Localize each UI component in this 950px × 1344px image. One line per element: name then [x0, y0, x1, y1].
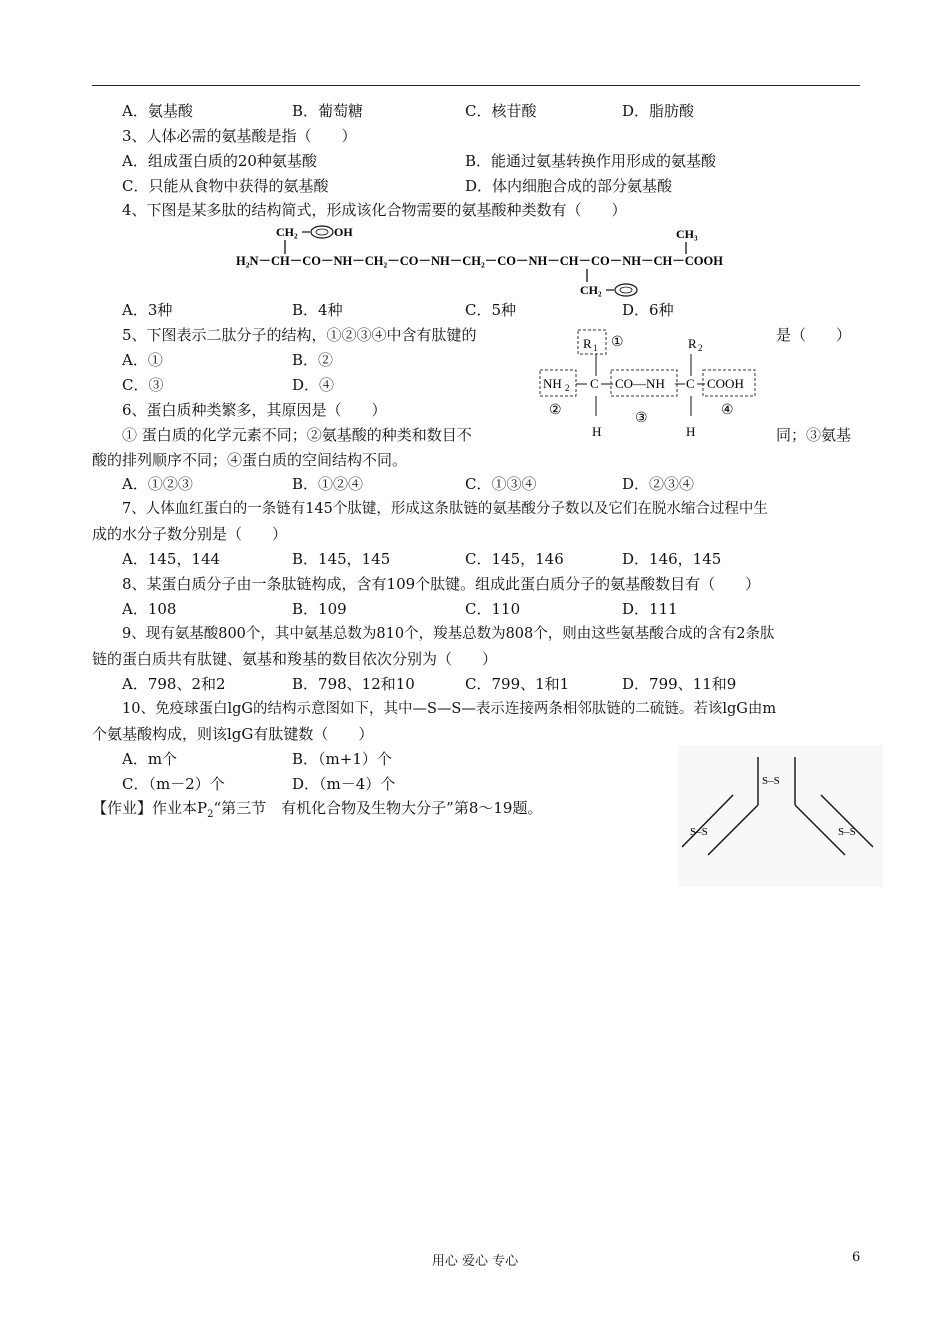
q10-line1: 10、免疫球蛋白lgG的结构示意图如下，其中—S—S—表示连接两条相邻肽链的二硫链。若该lgG由m [122, 701, 777, 717]
q2-option-d: D．脂肪酸 [622, 102, 695, 120]
marker-2: ② [549, 403, 562, 418]
q4-option-c: C．5种 [465, 301, 517, 319]
q10-line2: 个氨基酸构成，则该lgG有肽键数（ ） [92, 725, 374, 743]
q6-option-d: D．②③④ [622, 475, 695, 493]
ss-left: S–S [690, 826, 708, 838]
conh-label: CO—NH [615, 376, 665, 391]
q4-option-b: B．4种 [292, 301, 343, 319]
q7-line1: 7、人体血红蛋白的一条链有145个肽键，形成这条肽链的氨基酸分子数以及它们在脱水缩合过程中生 [122, 501, 768, 517]
c2-label: C [686, 376, 695, 391]
q9-option-c: C．799、1和1 [465, 675, 570, 693]
q4-option-a: A．3种 [122, 301, 173, 319]
c-label: C [590, 376, 599, 391]
q5-stem-end: 是（ ） [776, 326, 852, 344]
nh2-label: NH [543, 376, 562, 391]
q10-option-a: A．m个 [122, 750, 178, 768]
q2-option-b: B．葡萄糖 [292, 102, 364, 120]
nh2-sub: 2 [565, 383, 570, 393]
q9-line2: 链的蛋白质共有肽键、氨基和羧基的数目依次分别为（ ） [92, 650, 498, 668]
homework-line [92, 798, 542, 825]
q7-option-c: C．145，146 [465, 550, 564, 568]
page-number: 6 [852, 1250, 861, 1265]
q8-option-a: A．108 [122, 600, 177, 618]
q10-option-b: B．（m+1）个 [292, 750, 392, 768]
q8-option-b: B．109 [292, 600, 347, 618]
benzene-ring-icon [311, 226, 333, 238]
q5-option-b: B．② [292, 351, 334, 369]
q6-line1-end: 同；③氨基 [776, 426, 852, 444]
q10-option-c: C．（m－2）个 [122, 775, 225, 793]
q7-option-b: B．145，145 [292, 550, 391, 568]
formula-oh: OH [334, 225, 353, 239]
q6-option-c: C．①③④ [465, 475, 537, 493]
q5-dipeptide-diagram [535, 326, 765, 444]
q5-stem: 5、下图表示二肽分子的结构，①②③④中含有肽键的 [122, 326, 477, 344]
q6-line2: 酸的排列顺序不同；④蛋白质的空间结构不同。 [92, 451, 408, 469]
homework-sub: 2 [207, 809, 214, 820]
marker-3: ③ [635, 411, 648, 426]
ss-right: S–S [838, 826, 856, 838]
q3-option-a: A．组成蛋白质的20种氨基酸 [122, 152, 317, 170]
ss-top: S–S [762, 775, 780, 787]
r1-sub: 1 [593, 343, 598, 353]
q7-line2: 成的水分子数分别是（ ） [92, 525, 288, 543]
q3-option-d: D．体内细胞合成的部分氨基酸 [465, 177, 673, 195]
benzene-ring-icon [615, 284, 637, 296]
page-footer: 用心 爱心 专心 [431, 1254, 519, 1269]
q6-option-a: A．①②③ [122, 475, 193, 493]
q9-option-b: B．798、12和10 [292, 675, 415, 693]
header-rule [92, 85, 860, 86]
q6-stem: 6、蛋白质种类繁多，其原因是（ ） [122, 401, 387, 419]
q7-option-a: A．145，144 [122, 550, 221, 568]
homework-text-pre: 作业本P [152, 799, 208, 817]
formula-main-chain: H₂N－CH－CO－NH－CH₂－CO－NH－CH₂－CO－NH－CH－CO－NH－CH－COOH [236, 254, 723, 268]
q5-option-a: A．① [122, 351, 163, 369]
q9-line1: 9、现有氨基酸800个，其中氨基总数为810个，羧基总数为808个，则由这些氨基酸合成的含有2条肽 [122, 626, 775, 642]
q3-option-b: B．能通过氨基转换作用形成的氨基酸 [465, 152, 717, 170]
q8-option-d: D．111 [622, 600, 678, 618]
q3-stem: 3、人体必需的氨基酸是指（ ） [122, 127, 357, 145]
formula-top-left-ch2: CH₂ [276, 225, 298, 239]
r1-label: R [583, 336, 592, 351]
r2-sub: 2 [698, 343, 703, 353]
q5-option-d: D．④ [292, 376, 335, 394]
q5-option-c: C．③ [122, 376, 164, 394]
q9-option-a: A．798、2和2 [122, 675, 226, 693]
q2-option-a: A．氨基酸 [122, 102, 193, 120]
h2-label: H [686, 424, 696, 439]
q8-option-c: C．110 [465, 600, 521, 618]
q3-option-c: C．只能从食物中获得的氨基酸 [122, 177, 329, 195]
q9-option-d: D．799、11和9 [622, 675, 737, 693]
q6-option-b: B．①②④ [292, 475, 364, 493]
homework-text-post: “第三节 有机化合物及生物大分子”第8～19题。 [213, 799, 543, 817]
q10-igg-diagram [678, 745, 883, 887]
formula-top-right-ch3: CH₃ [676, 227, 698, 241]
marker-4: ④ [721, 403, 734, 418]
q2-option-c: C．核苷酸 [465, 102, 537, 120]
homework-tag: 【作业】 [92, 799, 153, 817]
cooh-label: COOH [707, 376, 744, 391]
h-label: H [592, 424, 602, 439]
q10-option-d: D．（m－4）个 [292, 775, 396, 793]
q8-stem: 8、某蛋白质分子由一条肽链构成，含有109个肽键。组成此蛋白质分子的氨基酸数目有（ ） [122, 575, 761, 593]
q4-polypeptide-formula [230, 222, 760, 300]
q6-line1: ① 蛋白质的化学元素不同；②氨基酸的种类和数目不 [122, 426, 472, 444]
q4-option-d: D．6种 [622, 301, 674, 319]
q7-option-d: D．146，145 [622, 550, 722, 568]
r2-label: R [688, 336, 697, 351]
formula-bottom-ch2: CH₂ [580, 283, 602, 297]
q4-stem: 4、下图是某多肽的结构简式，形成该化合物需要的氨基酸种类数有（ ） [122, 201, 627, 219]
marker-1: ① [611, 335, 624, 350]
